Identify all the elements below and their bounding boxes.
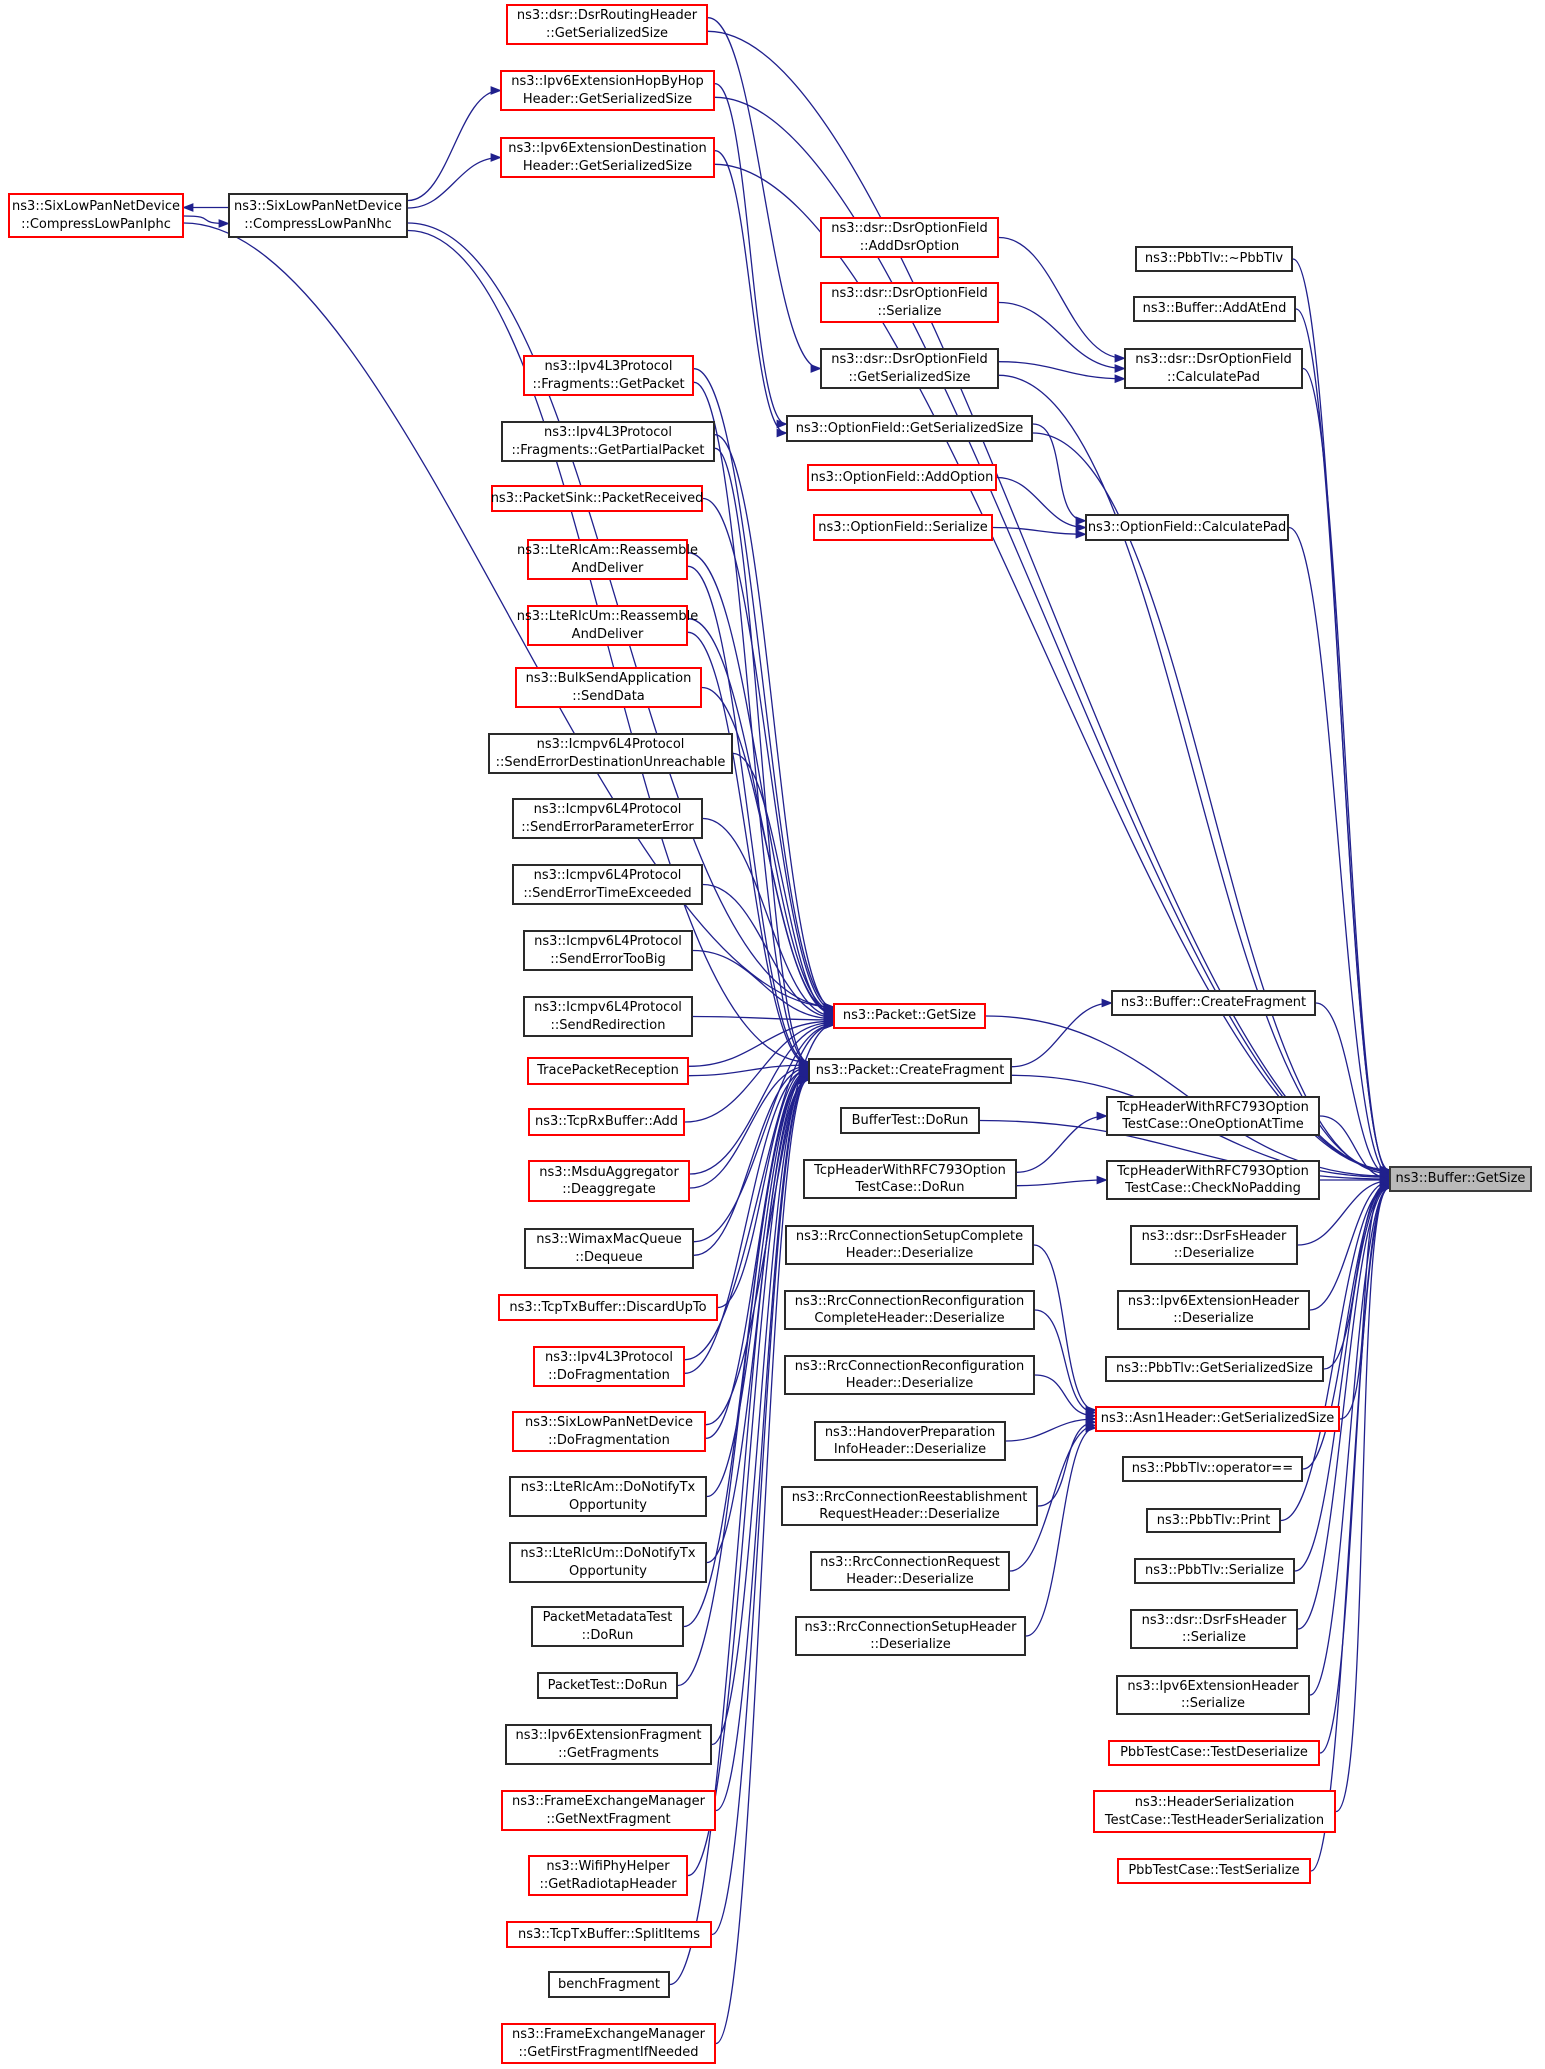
graph-node-lterlcum_notify[interactable]: ns3::LteRlcUm::DoNotifyTx Opportunity — [509, 1542, 707, 1583]
graph-node-icmp_dest[interactable]: ns3::Icmpv6L4Protocol ::SendErrorDestinationUnreachable — [488, 733, 733, 774]
graph-node-tcprx_add[interactable]: ns3::TcpRxBuffer::Add — [528, 1108, 685, 1136]
graph-node-pbbtest_ser[interactable]: PbbTestCase::TestSerialize — [1117, 1858, 1311, 1884]
call-edge-dsr_gss-to-buffer_getsize — [999, 375, 1389, 1171]
graph-node-lterlcum_reasm[interactable]: ns3::LteRlcUm::Reassemble AndDeliver — [527, 605, 688, 646]
call-edge-of_addoption-to-of_calculatepad — [997, 478, 1085, 528]
call-edge-tcph_dorun-to-tcph_checknopad — [1017, 1180, 1106, 1186]
call-edge-pbbtest_ser-to-buffer_getsize — [1311, 1188, 1389, 1871]
graph-node-ipv6exth_des[interactable]: ns3::Ipv6ExtensionHeader ::Deserialize — [1117, 1290, 1310, 1330]
graph-node-tcph_oneoption[interactable]: TcpHeaderWithRFC793Option TestCase::OneOptionAtTime — [1106, 1096, 1320, 1136]
graph-node-fem_getfirst[interactable]: ns3::FrameExchangeManager ::GetFirstFragmentIfNeeded — [501, 2023, 716, 2064]
call-edge-frag_getpacket-to-packet_createfrag — [694, 382, 808, 1062]
graph-node-tcph_dorun[interactable]: TcpHeaderWithRFC793Option TestCase::DoRun — [803, 1159, 1017, 1199]
call-edge-of_gss-to-of_calculatepad — [1033, 424, 1085, 521]
graph-node-destination_gss[interactable]: ns3::Ipv6ExtensionDestination Header::GetSerializedSize — [500, 137, 715, 178]
graph-node-rrc_reconf[interactable]: ns3::RrcConnectionReconfiguration Header::Deserialize — [784, 1355, 1035, 1395]
graph-node-handover_des[interactable]: ns3::HandoverPreparation InfoHeader::Deserialize — [814, 1421, 1006, 1461]
graph-node-of_calculatepad[interactable]: ns3::OptionField::CalculatePad — [1085, 514, 1289, 541]
graph-node-dsr_gss[interactable]: ns3::dsr::DsrOptionField ::GetSerializedSize — [820, 348, 999, 389]
call-edge-iphc-to-nhc — [184, 216, 228, 224]
graph-node-pmt_dorun[interactable]: PacketMetadataTest ::DoRun — [531, 1606, 684, 1647]
graph-node-icmp_param[interactable]: ns3::Icmpv6L4Protocol ::SendErrorParameterError — [512, 798, 703, 839]
graph-node-packet_createfrag[interactable]: ns3::Packet::CreateFragment — [808, 1058, 1012, 1084]
graph-node-wimax_dequeue[interactable]: ns3::WimaxMacQueue ::Dequeue — [524, 1228, 694, 1269]
call-edge-icmp_param-to-packet_getsize — [703, 819, 833, 1017]
graph-node-buffer_createfrag[interactable]: ns3::Buffer::CreateFragment — [1111, 990, 1316, 1016]
graph-node-pbbtlv_gss[interactable]: ns3::PbbTlv::GetSerializedSize — [1105, 1356, 1324, 1382]
graph-node-traceprcv[interactable]: TracePacketReception — [527, 1057, 689, 1085]
call-edge-rrc_setupcomplete-to-asn1_gss — [1034, 1245, 1095, 1410]
graph-node-rrc_setup[interactable]: ns3::RrcConnectionSetupHeader ::Deserialize — [795, 1616, 1026, 1656]
graph-node-fem_getnext[interactable]: ns3::FrameExchangeManager ::GetNextFragment — [501, 1790, 716, 1831]
graph-node-pbbtest_des[interactable]: PbbTestCase::TestDeserialize — [1108, 1740, 1320, 1766]
graph-node-wifiphy_radiotap[interactable]: ns3::WifiPhyHelper ::GetRadiotapHeader — [528, 1855, 688, 1896]
graph-node-frag_getpacket[interactable]: ns3::Ipv4L3Protocol ::Fragments::GetPacket — [523, 355, 694, 396]
graph-node-ipv6ef_getfrags[interactable]: ns3::Ipv6ExtensionFragment ::GetFragments — [505, 1724, 712, 1765]
call-edge-destination_gss-to-of_gss — [715, 151, 786, 433]
graph-node-icmp_time[interactable]: ns3::Icmpv6L4Protocol ::SendErrorTimeExceeded — [512, 864, 703, 905]
graph-node-pbbtlv_eq[interactable]: ns3::PbbTlv::operator== — [1122, 1456, 1303, 1482]
call-edge-benchfrag-to-packet_createfrag — [670, 1080, 808, 1985]
call-edge-rrc_setup-to-asn1_gss — [1026, 1428, 1095, 1636]
call-edge-nhc-to-destination_gss — [408, 158, 500, 209]
graph-node-ipv4_dofrag[interactable]: ns3::Ipv4L3Protocol ::DoFragmentation — [533, 1346, 685, 1387]
graph-node-rrc_reconfcomplete[interactable]: ns3::RrcConnectionReconfiguration CompleteHeader::Deserialize — [784, 1290, 1035, 1330]
graph-node-asn1_gss[interactable]: ns3::Asn1Header::GetSerializedSize — [1095, 1406, 1340, 1432]
graph-node-dsrfs_des[interactable]: ns3::dsr::DsrFsHeader ::Deserialize — [1130, 1225, 1298, 1265]
graph-node-frag_getpartial[interactable]: ns3::Ipv4L3Protocol ::Fragments::GetPartialPacket — [501, 421, 715, 462]
graph-node-buffertest_dorun[interactable]: BufferTest::DoRun — [840, 1107, 980, 1134]
graph-node-dsr_serialize[interactable]: ns3::dsr::DsrOptionField ::Serialize — [820, 282, 999, 323]
graph-node-buffer_getsize: ns3::Buffer::GetSize — [1389, 1166, 1532, 1192]
graph-node-lterlcam_reasm[interactable]: ns3::LteRlcAm::Reassemble AndDeliver — [527, 539, 688, 580]
graph-node-iphc[interactable]: ns3::SixLowPanNetDevice ::CompressLowPanIphc — [8, 193, 184, 238]
graph-node-rrc_setupcomplete[interactable]: ns3::RrcConnectionSetupComplete Header::Deserialize — [785, 1225, 1034, 1265]
graph-node-tcph_checknopad[interactable]: TcpHeaderWithRFC793Option TestCase::CheckNoPadding — [1106, 1160, 1320, 1200]
call-edge-icmp_redir-to-packet_getsize — [693, 1017, 833, 1020]
graph-node-icmp_toobig[interactable]: ns3::Icmpv6L4Protocol ::SendErrorTooBig — [523, 930, 693, 971]
call-edge-dsr_addoption-to-dsr_calculatepad — [999, 238, 1124, 359]
graph-node-pbbtlv_ser[interactable]: ns3::PbbTlv::Serialize — [1134, 1558, 1295, 1584]
call-edge-lterlcum_reasm-to-packet_createfrag — [688, 632, 808, 1064]
call-edge-dsrrouting_gss-to-dsr_gss — [708, 18, 820, 369]
graph-node-slp_dofrag[interactable]: ns3::SixLowPanNetDevice ::DoFragmentation — [512, 1411, 706, 1452]
graph-node-headerser_test[interactable]: ns3::HeaderSerialization TestCase::TestHeaderSerialization — [1093, 1790, 1336, 1833]
graph-node-dsr_calculatepad[interactable]: ns3::dsr::DsrOptionField ::CalculatePad — [1124, 348, 1303, 389]
graph-node-nhc[interactable]: ns3::SixLowPanNetDevice ::CompressLowPanNhc — [228, 193, 408, 238]
call-edge-packet_createfrag-to-buffer_createfrag — [1012, 1003, 1111, 1067]
graph-node-dsrfs_ser[interactable]: ns3::dsr::DsrFsHeader ::Serialize — [1130, 1609, 1298, 1649]
graph-node-of_addoption[interactable]: ns3::OptionField::AddOption — [807, 464, 997, 491]
graph-node-tcptx_split[interactable]: ns3::TcpTxBuffer::SplitItems — [506, 1921, 712, 1948]
graph-node-rrc_reestab[interactable]: ns3::RrcConnectionReestablishment RequestHeader::Deserialize — [781, 1486, 1038, 1526]
graph-node-msdu_deagg[interactable]: ns3::MsduAggregator ::Deaggregate — [528, 1160, 690, 1202]
call-edge-pbbtest_des-to-buffer_getsize — [1320, 1188, 1389, 1753]
graph-node-buffer_addatend[interactable]: ns3::Buffer::AddAtEnd — [1133, 296, 1296, 322]
call-edge-of_calculatepad-to-buffer_getsize — [1289, 528, 1389, 1175]
graph-node-of_serialize[interactable]: ns3::OptionField::Serialize — [813, 514, 993, 541]
call-edge-rrc_reconfcomplete-to-asn1_gss — [1035, 1310, 1095, 1413]
graph-node-benchfrag[interactable]: benchFragment — [548, 1971, 670, 1998]
call-edge-rrc_reestab-to-asn1_gss — [1038, 1422, 1095, 1506]
graph-node-of_gss[interactable]: ns3::OptionField::GetSerializedSize — [786, 415, 1033, 442]
call-edge-of_gss-to-buffer_getsize — [1033, 433, 1389, 1173]
graph-node-icmp_redir[interactable]: ns3::Icmpv6L4Protocol ::SendRedirection — [523, 996, 693, 1037]
call-edge-lterlcam_notify-to-packet_createfrag — [707, 1072, 808, 1496]
graph-node-hopbyhop_gss[interactable]: ns3::Ipv6ExtensionHopByHop Header::GetSerializedSize — [500, 70, 715, 111]
graph-node-dsr_addoption[interactable]: ns3::dsr::DsrOptionField ::AddDsrOption — [820, 217, 999, 258]
graph-node-tcptx_discard[interactable]: ns3::TcpTxBuffer::DiscardUpTo — [498, 1294, 718, 1321]
graph-node-pt_dorun[interactable]: PacketTest::DoRun — [537, 1672, 678, 1699]
graph-node-rrc_request[interactable]: ns3::RrcConnectionRequest Header::Deserialize — [810, 1551, 1010, 1591]
call-edge-buffer_addatend-to-buffer_getsize — [1296, 309, 1389, 1171]
call-edge-iphc-to-packet_getsize — [184, 223, 833, 1007]
graph-node-lterlcam_notify[interactable]: ns3::LteRlcAm::DoNotifyTx Opportunity — [509, 1476, 707, 1517]
call-edge-lterlcam_reasm-to-packet_getsize — [688, 553, 833, 1011]
call-edge-nhc-to-hopbyhop_gss — [408, 91, 500, 201]
call-edge-handover_des-to-asn1_gss — [1006, 1419, 1095, 1441]
graph-node-packetsink_rcv[interactable]: ns3::PacketSink::PacketReceived — [491, 485, 703, 512]
graph-node-bulksend[interactable]: ns3::BulkSendApplication ::SendData — [515, 667, 702, 708]
graph-node-packet_getsize[interactable]: ns3::Packet::GetSize — [833, 1003, 986, 1029]
graph-node-pbbtlv_print[interactable]: ns3::PbbTlv::Print — [1146, 1508, 1281, 1533]
call-edge-dsr_serialize-to-dsr_calculatepad — [999, 303, 1124, 369]
graph-node-ipv6exth_ser[interactable]: ns3::Ipv6ExtensionHeader ::Serialize — [1116, 1675, 1310, 1715]
call-edge-dsr_calculatepad-to-buffer_getsize — [1303, 369, 1389, 1173]
call-edge-dsr_gss-to-dsr_calculatepad — [999, 362, 1124, 379]
graph-node-pbbtlv_dtor[interactable]: ns3::PbbTlv::~PbbTlv — [1135, 246, 1293, 272]
graph-node-dsrrouting_gss[interactable]: ns3::dsr::DsrRoutingHeader ::GetSerializedSize — [506, 4, 708, 45]
